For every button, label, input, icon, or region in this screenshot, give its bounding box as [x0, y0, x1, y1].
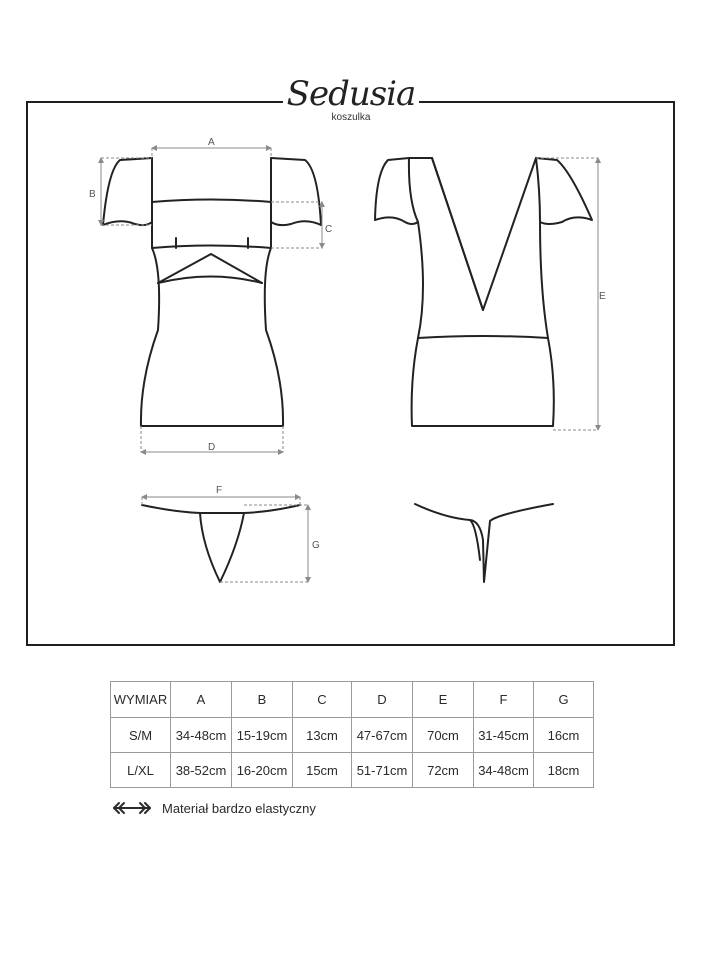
dimension-label-b: B — [89, 189, 96, 200]
table-cell: S/M — [111, 718, 171, 753]
table-header-cell: A — [171, 682, 232, 718]
table-cell: 15-19cm — [232, 718, 293, 753]
table-cell: 47-67cm — [352, 718, 413, 753]
front-thong-drawing — [142, 505, 300, 582]
back-dress-drawing — [375, 158, 592, 426]
dimension-label-d: D — [208, 442, 216, 453]
table-header-row — [111, 682, 594, 718]
dimension-label-e: E — [599, 291, 606, 302]
table-cell: 38-52cm — [171, 753, 232, 788]
brand-logo — [283, 70, 419, 130]
table-header-cell: F — [474, 682, 534, 718]
table-cell: 16-20cm — [232, 753, 293, 788]
dimension-label-g: G — [312, 540, 320, 551]
material-note — [110, 798, 316, 818]
table-row — [111, 753, 594, 788]
table-header-cell: E — [413, 682, 474, 718]
brand-subtitle: koszulka — [331, 112, 371, 123]
table-cell: 34-48cm — [474, 753, 534, 788]
table-cell: 18cm — [534, 753, 594, 788]
table-cell: L/XL — [111, 753, 171, 788]
table-row — [111, 718, 594, 753]
table-cell: 15cm — [293, 753, 352, 788]
dimension-label-c: C — [325, 224, 333, 235]
table-header-cell: C — [293, 682, 352, 718]
table-header-cell: D — [352, 682, 413, 718]
table-header-cell: G — [534, 682, 594, 718]
brand-name: Sedusia — [286, 74, 416, 114]
table-cell: 16cm — [534, 718, 594, 753]
table-cell: 72cm — [413, 753, 474, 788]
table-cell: 13cm — [293, 718, 352, 753]
size-table — [110, 681, 594, 788]
table-cell: 31-45cm — [474, 718, 534, 753]
dimension-label-a: A — [208, 137, 215, 148]
material-note-text: Materiał bardzo elastyczny — [162, 800, 316, 816]
front-dress-drawing — [103, 158, 321, 426]
table-cell: 70cm — [413, 718, 474, 753]
back-thong-drawing — [415, 504, 553, 582]
table-cell: 51-71cm — [352, 753, 413, 788]
dimension-label-f: F — [216, 485, 223, 496]
table-header-cell: B — [232, 682, 293, 718]
table-cell: 34-48cm — [171, 718, 232, 753]
table-header-cell: WYMIAR — [111, 682, 171, 718]
double-arrow-stretch-icon — [110, 801, 154, 815]
